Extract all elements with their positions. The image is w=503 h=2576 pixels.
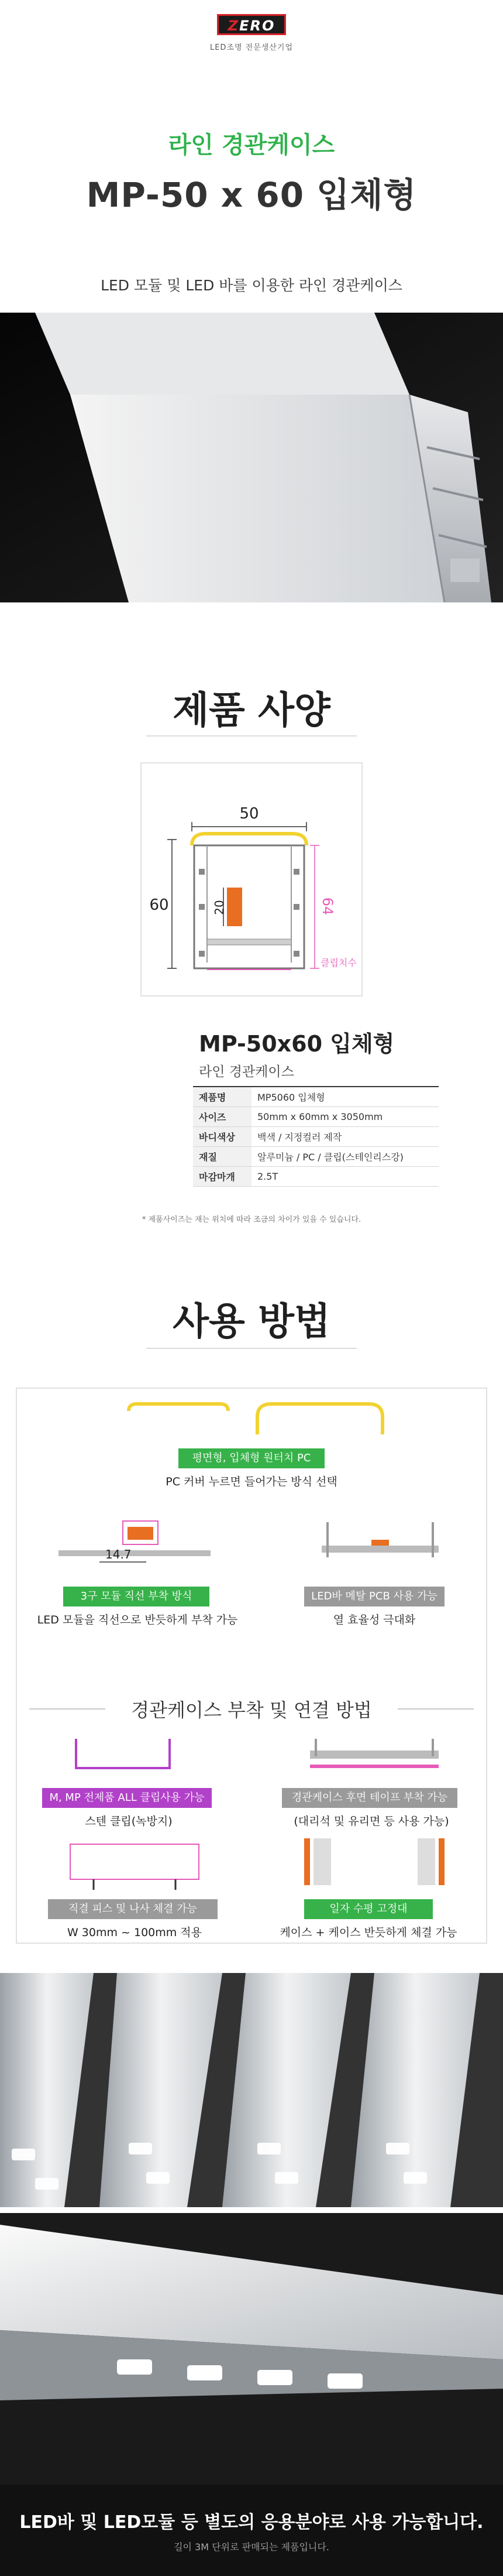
- installed-led-photo-2: [0, 2213, 503, 2485]
- spec-value: 2.5T: [257, 1170, 278, 1182]
- table-row: [193, 1107, 439, 1126]
- product-type: 라인 경관케이스: [199, 1064, 294, 1080]
- spec-value: 알루미늄 / PC / 클립(스테인리스강): [257, 1151, 404, 1163]
- joint-badge: 일자 수평 고정대: [304, 1899, 433, 1919]
- joint-illustration: [292, 1832, 456, 1891]
- spec-key: 제품명: [193, 1087, 252, 1107]
- hero-description: LED 모듈 및 LED 바를 이용한 라인 경관케이스: [101, 277, 402, 294]
- spec-key: 마감마개: [193, 1166, 252, 1186]
- table-row: [193, 1166, 439, 1186]
- usage-section-title: 사용 방법: [173, 1300, 330, 1344]
- dim-width-label: 50: [239, 805, 259, 823]
- hero-subtitle: 라인 경관케이스: [168, 132, 335, 159]
- spec-key: 사이즈: [193, 1107, 252, 1126]
- onetouch-cover-illustration: [117, 1399, 398, 1440]
- dim-inner-height-label: 64: [319, 897, 336, 916]
- spec-key: 바디색상: [193, 1126, 252, 1146]
- spec-value: MP5060 입체형: [257, 1091, 325, 1103]
- screw-illustration: [58, 1838, 211, 1891]
- three-module-badge: 3구 모듈 직선 부착 방식: [63, 1587, 209, 1606]
- three-module-illustration: [47, 1503, 222, 1568]
- installed-led-photo-1: [0, 1973, 503, 2207]
- spec-key: 재질: [193, 1146, 252, 1166]
- tape-caption: (대리석 및 유리면 등 사용 가능): [294, 1815, 449, 1828]
- onetouch-caption: PC 커버 누르면 들어가는 방식 선택: [166, 1475, 337, 1488]
- dim-147-label: 14.7: [105, 1547, 132, 1561]
- screw-caption: W 30mm ~ 100mm 적용: [67, 1926, 202, 1939]
- screw-badge: 직결 피스 및 나사 체결 가능: [48, 1899, 218, 1919]
- tape-badge: 경관케이스 후면 테이프 부착 가능: [282, 1788, 457, 1808]
- table-row: [193, 1126, 439, 1146]
- brand-logo[interactable]: ZERO: [217, 14, 286, 35]
- attach-methods-title: 경관케이스 부착 및 연결 방법: [131, 1699, 372, 1721]
- spec-value: 백색 / 지정컬러 제작: [257, 1131, 342, 1143]
- metal-pcb-illustration: [316, 1510, 445, 1569]
- table-row: [193, 1146, 439, 1166]
- hero-product-image: [0, 313, 503, 602]
- clip-badge: M, MP 전제품 ALL 클립사용 가능: [42, 1788, 212, 1808]
- onetouch-badge: 평면형, 입체형 원터치 PC: [178, 1448, 325, 1468]
- clip-caption: 스텐 클립(녹방지): [85, 1815, 173, 1828]
- metal-pcb-badge: LED바 메탈 PCB 사용 가능: [304, 1587, 445, 1606]
- spec-value: 50mm x 60mm x 3050mm: [257, 1111, 383, 1122]
- clip-illustration: [64, 1733, 181, 1780]
- table-row: [193, 1087, 439, 1107]
- dim-height-label: 60: [149, 896, 169, 914]
- spec-note: * 제품사이즈는 재는 위치에 따라 조금의 차이가 있을 수 있습니다.: [142, 1215, 361, 1224]
- footer-main-text: LED바 및 LED모듈 등 별도의 응용분야로 사용 가능합니다.: [19, 2512, 484, 2533]
- spec-table: [193, 1086, 439, 1187]
- tape-illustration: [304, 1733, 445, 1786]
- usage-title-underline: [146, 1348, 357, 1349]
- product-name: MP-50x60 입체형: [199, 1031, 395, 1057]
- spec-title-underline: [146, 735, 357, 737]
- joint-caption: 케이스 + 케이스 반듯하게 체결 가능: [280, 1926, 457, 1939]
- dim-module-label: 20: [212, 900, 226, 915]
- spec-section-title: 제품 사양: [173, 689, 330, 732]
- brand-header: [0, 14, 503, 52]
- footer-sub-text: 길이 3M 단위로 판매되는 제품입니다.: [174, 2541, 329, 2553]
- hero-title: MP-50 x 60 입체형: [86, 175, 417, 215]
- brand-tagline: LED조명 전문생산기업: [209, 43, 294, 52]
- clip-dimension-label: 클립치수: [321, 957, 357, 968]
- three-module-caption: LED 모듈을 직선으로 반듯하게 부착 가능: [37, 1614, 238, 1626]
- cross-section-diagram: [140, 762, 363, 996]
- metal-pcb-caption: 열 효율성 극대화: [333, 1614, 416, 1626]
